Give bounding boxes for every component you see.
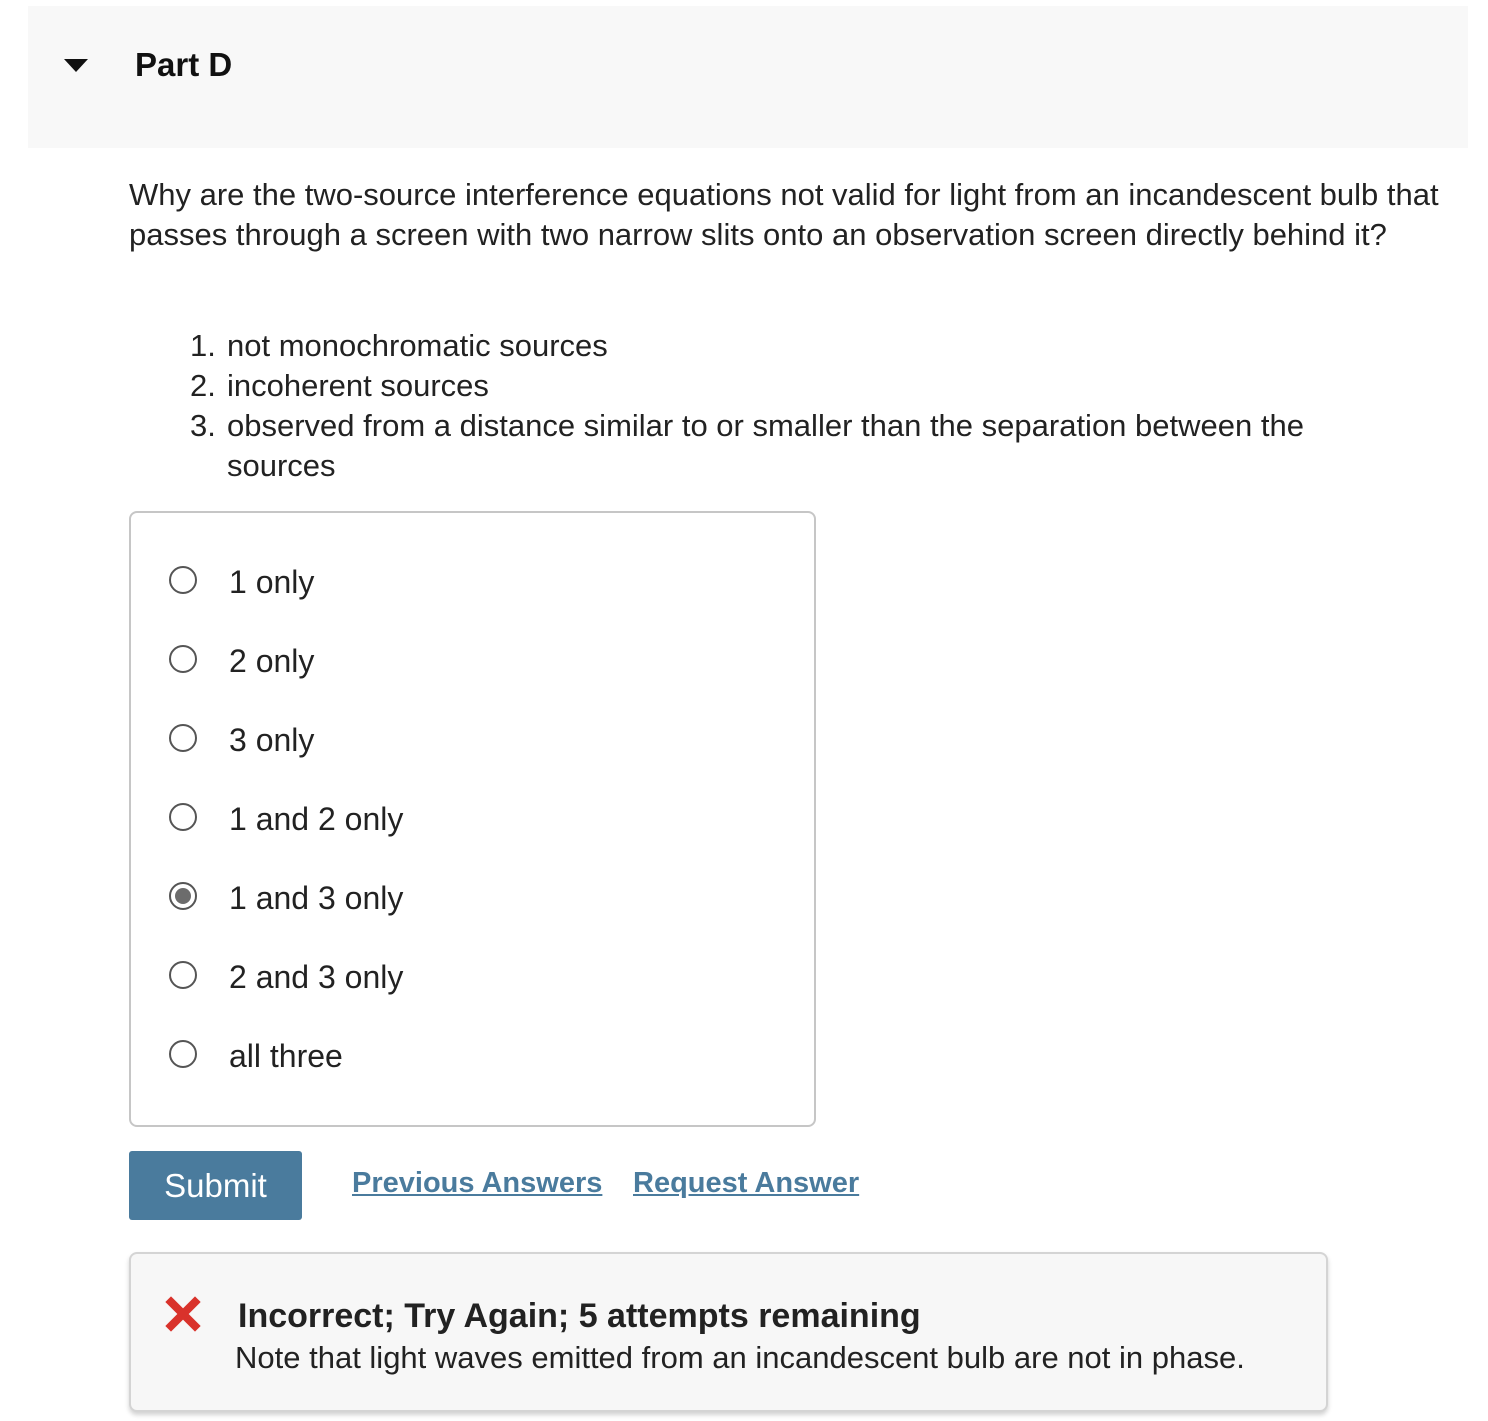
part-header[interactable] [28, 6, 1468, 148]
answer-choices [129, 511, 816, 1127]
choice-label[interactable]: 2 only [229, 643, 315, 679]
previous-answers-link[interactable]: Previous Answers [352, 1167, 603, 1199]
feedback-title: Incorrect; Try Again; 5 attempts remaining [238, 1297, 921, 1335]
choice-label[interactable]: all three [229, 1038, 343, 1074]
radio-button[interactable] [169, 566, 197, 594]
condition-number: 1. [190, 328, 216, 363]
submit-button[interactable]: Submit [129, 1151, 302, 1220]
condition-item [190, 366, 1390, 406]
choice-label[interactable]: 3 only [229, 722, 315, 758]
radio-button[interactable] [169, 803, 197, 831]
choice-1-and-2-only[interactable] [169, 799, 769, 839]
choice-2-and-3-only[interactable] [169, 957, 769, 997]
choice-1-only[interactable] [169, 562, 769, 602]
conditions-list [190, 326, 1390, 486]
feedback-panel [129, 1252, 1328, 1412]
radio-button[interactable] [169, 645, 197, 673]
question-text: Why are the two-source interference equations not valid for light from an incandescent bulb that passes through a screen with two narrow slits onto an observation screen directly behind it? [129, 177, 1439, 252]
choice-label[interactable]: 1 and 3 only [229, 880, 404, 916]
request-answer-link[interactable]: Request Answer [633, 1167, 860, 1199]
part-title: Part D [135, 46, 233, 83]
condition-item [190, 326, 1390, 366]
radio-button-selected[interactable] [169, 882, 197, 910]
x-mark-icon [165, 1296, 201, 1332]
choice-3-only[interactable] [169, 720, 769, 760]
caret-down-icon[interactable] [64, 59, 88, 72]
condition-text: incoherent sources [227, 368, 489, 403]
condition-item [190, 406, 1390, 486]
choice-label[interactable]: 2 and 3 only [229, 959, 404, 995]
condition-text: observed from a distance similar to or smaller than the separation between the sources [227, 408, 1304, 483]
choice-label[interactable]: 1 only [229, 564, 315, 600]
condition-number: 2. [190, 368, 216, 403]
choice-label[interactable]: 1 and 2 only [229, 801, 404, 837]
choice-2-only[interactable] [169, 641, 769, 681]
radio-button[interactable] [169, 1040, 197, 1068]
radio-button[interactable] [169, 961, 197, 989]
choice-1-and-3-only[interactable] [169, 878, 769, 918]
choice-all-three[interactable] [169, 1036, 769, 1076]
condition-number: 3. [190, 408, 216, 443]
feedback-note: Note that light waves emitted from an incandescent bulb are not in phase. [235, 1340, 1245, 1375]
condition-text: not monochromatic sources [227, 328, 608, 363]
radio-button[interactable] [169, 724, 197, 752]
